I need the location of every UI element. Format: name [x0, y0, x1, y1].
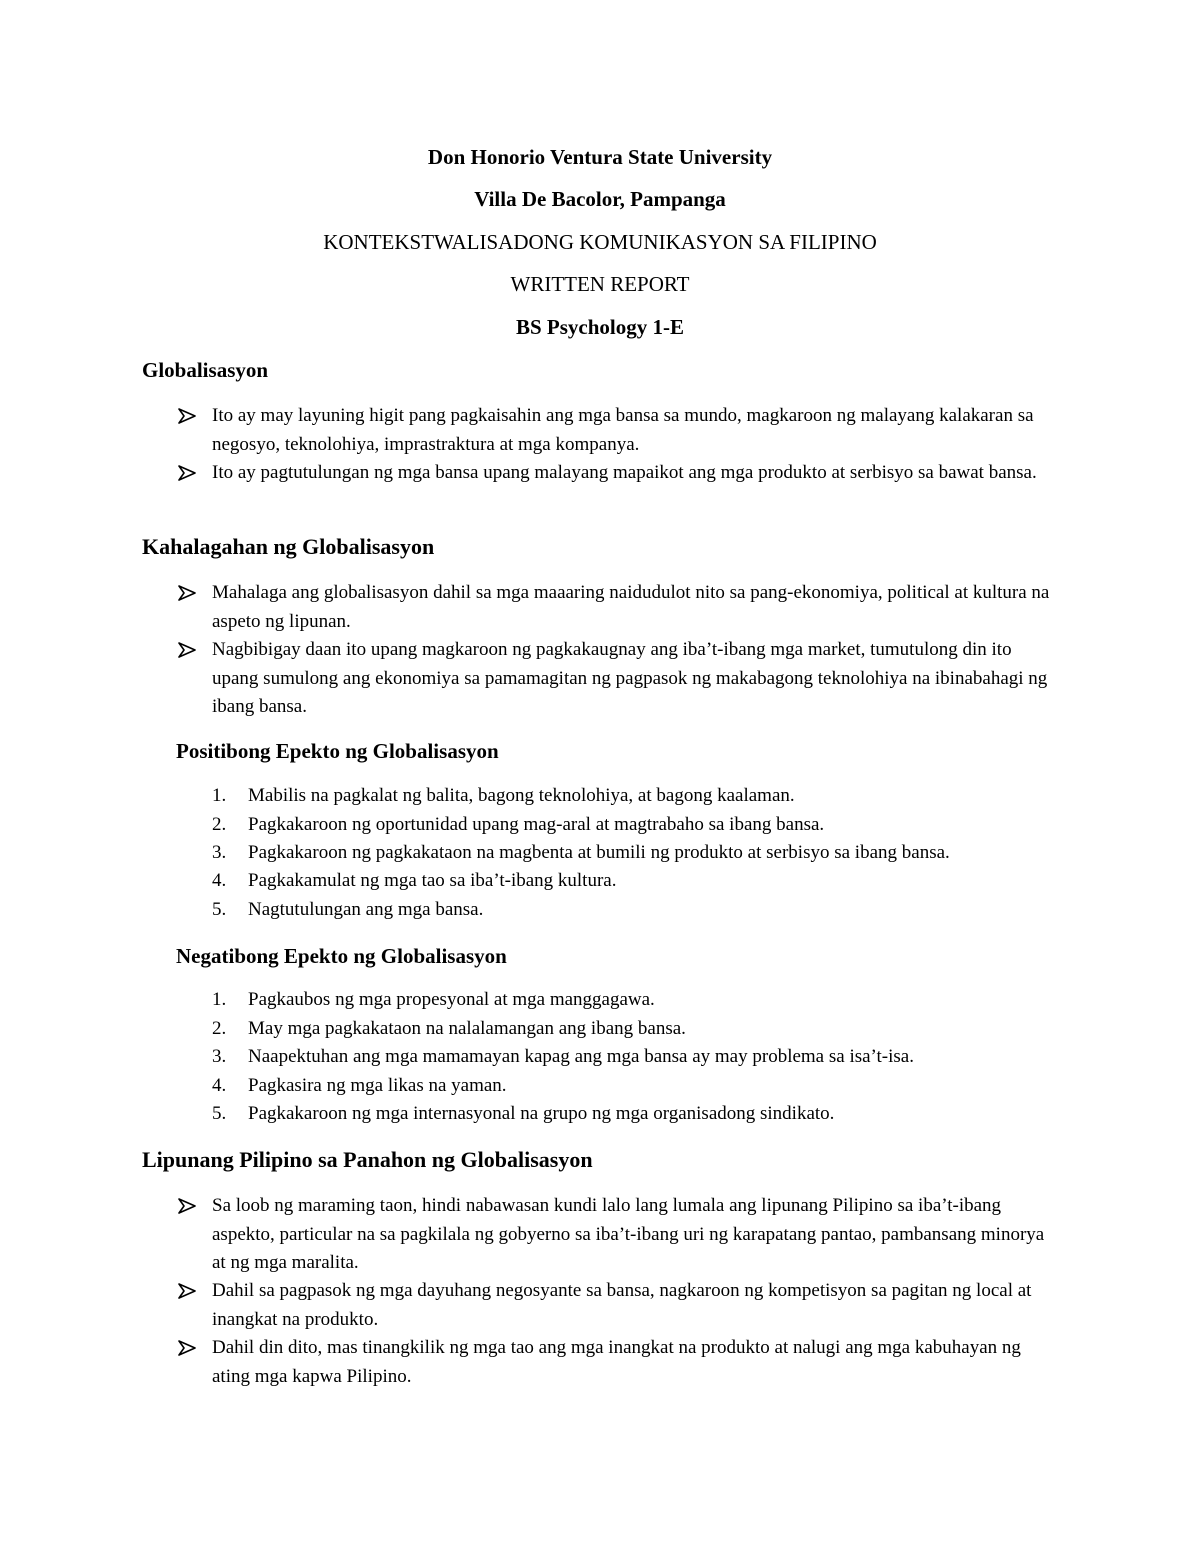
arrowhead-bullet-icon: [178, 636, 200, 664]
list-number: 3.: [212, 842, 227, 863]
list-text: Nagtutulungan ang mga bansa.: [248, 899, 484, 920]
course-title: KONTEKSTWALISADONG KOMUNIKASYON SA FILIPINO: [323, 230, 877, 254]
heading-positibo: Positibong Epekto ng Globalisasyon: [176, 739, 499, 763]
arrowhead-bullet-icon: [178, 1334, 200, 1362]
report-type: WRITTEN REPORT: [510, 272, 690, 296]
bullet-text: Mahalaga ang globalisasyon dahil sa mga maaaring naidudulot nito sa pang-ekonomiya, political at kultura na aspeto ng lipunan.: [212, 582, 1050, 632]
list-text: Pagkakaroon ng mga internasyonal na grupo ng mga organisadong sindikato.: [248, 1103, 835, 1124]
list-text: May mga pagkakataon na nalalamangan ang ibang bansa.: [248, 1018, 686, 1039]
list-number: 4.: [212, 870, 227, 891]
bullet-text: Sa loob ng maraming taon, hindi nabawasan kundi lalo lang lumala ang lipunang Pilipino sa iba’t-ibang aspekto, particular na sa pagkilala ng gobyerno sa iba’t-ibang uri ng karapatang pantao, pambansang minorya at ng mga maralita.: [212, 1195, 1045, 1273]
bullet-text: Ito ay pagtutulungan ng mga bansa upang malayang mapaikot ang mga produkto at serbisyo sa bawat bansa.: [212, 462, 1037, 483]
list-text: Mabilis na pagkalat ng balita, bagong teknolohiya, at bagong kaalaman.: [248, 785, 795, 806]
list-number: 4.: [212, 1075, 227, 1096]
list-text: Pagkakaroon ng pagkakataon na magbenta at bumili ng produkto at serbisyo sa ibang bansa.: [248, 842, 950, 863]
list-text: Naapektuhan ang mga mamamayan kapag ang mga bansa ay may problema sa isa’t-isa.: [248, 1046, 914, 1067]
university-location: Villa De Bacolor, Pampanga: [474, 187, 726, 211]
heading-negatibo: Negatibong Epekto ng Globalisasyon: [176, 944, 507, 968]
arrowhead-bullet-icon: [178, 1192, 200, 1220]
bullet-text: Nagbibigay daan ito upang magkaroon ng pagkakaugnay ang iba’t-ibang mga market, tumutulong din ito upang sumulong ang ekonomiya sa pamamagitan ng pagpasok ng makabagong teknolohiya na ibinabahagi ng ibang bansa.: [212, 639, 1048, 717]
list-text: Pagkakamulat ng mga tao sa iba’t-ibang kultura.: [248, 870, 617, 891]
list-number: 1.: [212, 989, 227, 1010]
bullet-text: Ito ay may layuning higit pang pagkaisahin ang mga bansa sa mundo, magkaroon ng malayang kalakaran sa negosyo, teknolohiya, imprastraktura at mga kompanya.: [212, 405, 1034, 455]
university-name: Don Honorio Ventura State University: [427, 145, 773, 169]
section-label: BS Psychology 1-E: [515, 315, 685, 339]
list-text: Pagkakaroon ng oportunidad upang mag-aral at magtrabaho sa ibang bansa.: [248, 814, 825, 835]
bullet-text: Dahil sa pagpasok ng mga dayuhang negosyante sa bansa, nagkaroon ng kompetisyon sa pagitan ng local at inangkat na produkto.: [212, 1280, 1032, 1330]
list-number: 2.: [212, 814, 227, 835]
list-text: Pagkasira ng mga likas na yaman.: [248, 1075, 507, 1096]
arrowhead-bullet-icon: [178, 402, 200, 430]
list-number: 3.: [212, 1046, 227, 1067]
list-number: 5.: [212, 1103, 227, 1124]
arrowhead-bullet-icon: [178, 1277, 200, 1305]
list-number: 5.: [212, 899, 227, 920]
heading-globalisasyon: Globalisasyon: [142, 358, 269, 382]
list-text: Pagkaubos ng mga propesyonal at mga manggagawa.: [248, 989, 655, 1010]
list-number: 1.: [212, 785, 227, 806]
heading-kahalagahan: Kahalagahan ng Globalisasyon: [142, 534, 435, 559]
arrowhead-bullet-icon: [178, 459, 200, 487]
arrowhead-bullet-icon: [178, 579, 200, 607]
bullet-text: Dahil din dito, mas tinangkilik ng mga tao ang mga inangkat na produkto at nalugi ang mga kabuhayan ng ating mga kapwa Pilipino.: [212, 1337, 1021, 1387]
list-number: 2.: [212, 1018, 227, 1039]
heading-lipunang-pilipino: Lipunang Pilipino sa Panahon ng Globalisasyon: [142, 1147, 593, 1172]
